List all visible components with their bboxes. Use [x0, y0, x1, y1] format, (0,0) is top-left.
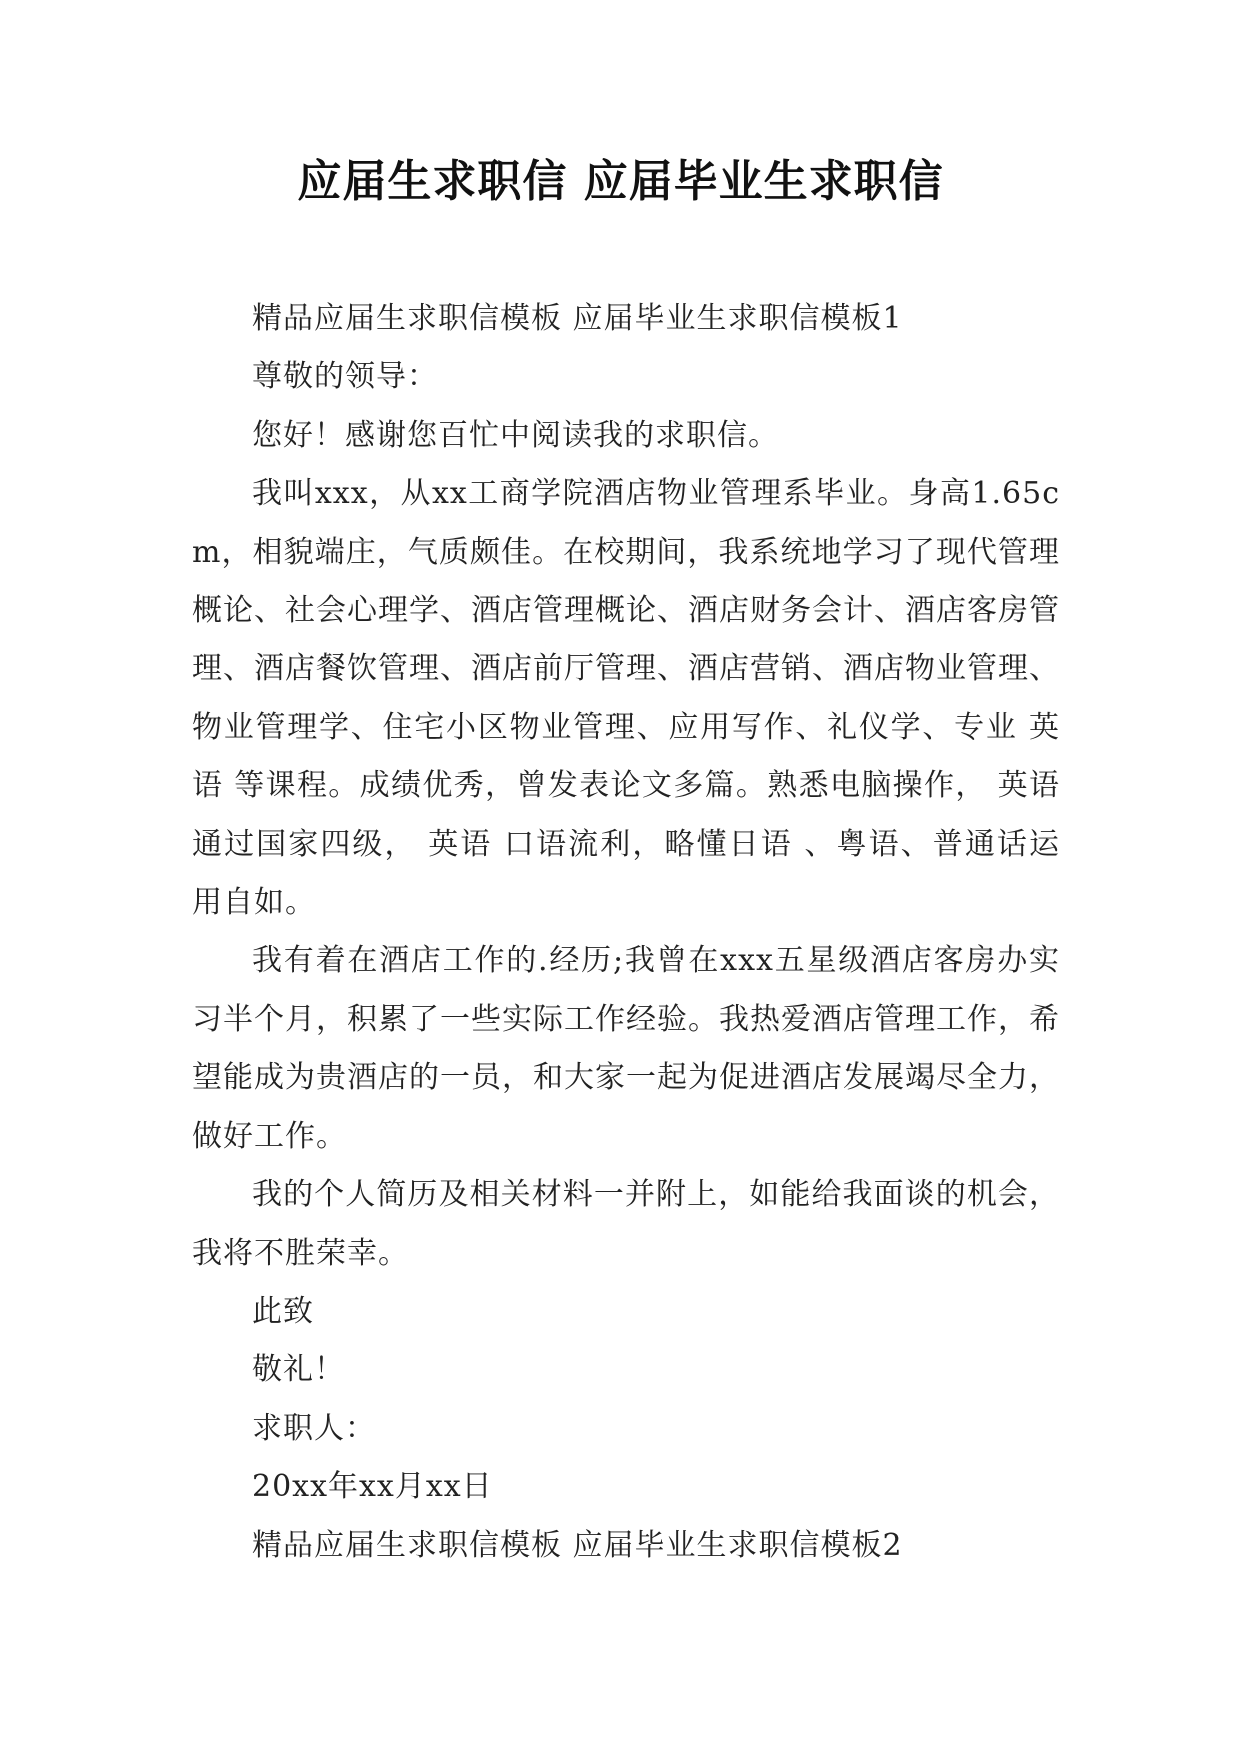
document-title: 应届生求职信 应届毕业生求职信: [297, 156, 944, 207]
signature-label: 求职人：: [252, 1410, 376, 1446]
introduction-paragraph: 我叫xxx，从xx工商学院酒店物业管理系毕业。身高1.65cm，相貌端庄，气质颇佳。在校期间，我系统地学习了现代管理概论、社会心理学、酒店管理概论、酒店财务会计、酒店客房管理、酒店餐饮管理、酒店前厅管理、酒店营销、酒店物业管理、物业管理学、住宅小区物业管理、应用写作、礼仪学、专业 英语 等课程。成绩优秀，曾发表论文多篇。熟悉电脑操作， 英语 通过国家四级， 英语 口语流利，略懂日语 、粤语、普通话运用自如。: [192, 476, 1060, 921]
experience-paragraph: 我有着在酒店工作的.经历;我曾在xxx五星级酒店客房办实习半个月，积累了一些实际工作经验。我热爱酒店管理工作，希望能成为贵酒店的一员，和大家一起为促进酒店发展竭尽全力，做好工作。: [192, 943, 1060, 1154]
date-line: 20xx年xx月xx日: [252, 1469, 493, 1505]
template-heading-2: 精品应届生求职信模板 应届毕业生求职信模板2: [252, 1527, 903, 1563]
closing-line-1: 此致: [252, 1293, 314, 1329]
template-heading-1: 精品应届生求职信模板 应届毕业生求职信模板1: [252, 301, 903, 336]
attachment-paragraph: 我的个人简历及相关材料一并附上，如能给我面谈的机会，我将不胜荣幸。: [192, 1177, 1060, 1271]
closing-line-2: 敬礼！: [252, 1352, 345, 1388]
document-body: [192, 290, 1060, 1575]
greeting-paragraph: 您好！感谢您百忙中阅读我的求职信。: [252, 417, 779, 453]
salutation: 尊敬的领导：: [252, 359, 438, 395]
